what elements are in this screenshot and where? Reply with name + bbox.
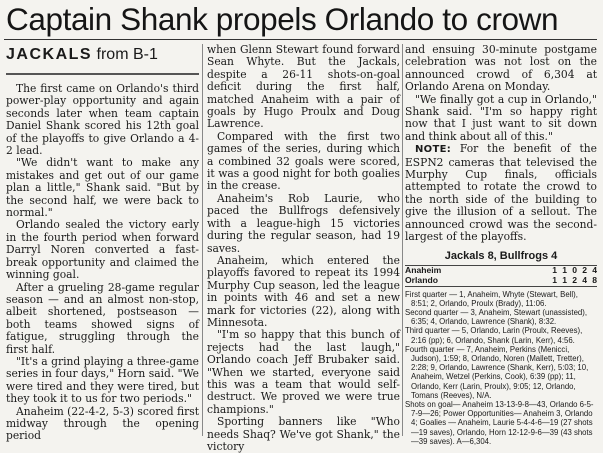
paragraph: and ensuing 30-minute postgame celebration was not lost on the announced crowd of 6,304 at Orlando Arena on Monday. <box>405 43 597 94</box>
column-2 <box>207 44 400 453</box>
kicker-team: JACKALS <box>6 46 93 63</box>
boxscore-rows <box>405 265 597 286</box>
total-score: 8 <box>592 274 597 285</box>
paragraph: Compared with the first two games of the series, during which a combined 32 goals were scored, it was a good night for both goalies in the crease. <box>207 129 400 193</box>
note-label: NOTE: <box>415 144 452 156</box>
period-score: 2 <box>572 274 577 285</box>
paragraph: when Glenn Stewart found forward Sean Whyte. But the Jackals, despite a 26-11 shots-on-goal deficit during the first half, matched Anaheim with a pair of goals by Hugo Proulx and Doug Lawrence. <box>207 43 400 131</box>
paragraph: Anaheim, which entered the playoffs favored to repeat its 1994 Murphy Cup season, led the league in points with 46 and set a new mark for victories (22), along with Minnesota. <box>207 253 400 329</box>
boxscore-title: Jackals 8, Bullfrogs 4 <box>444 249 558 262</box>
paragraph: "I'm so happy that this bunch of rejects had the last laugh," Orlando coach Jeff Brubaker said. "When we started, everyone said this was a team that would self-destruct. We proved we were true champions." <box>207 328 400 416</box>
kicker-rule <box>6 73 199 75</box>
boxscore-row <box>405 276 597 286</box>
scoring-summary-line: First quarter — 1, Anaheim, Whyte (Stewart, Bell), 8:51; 2, Orlando, Proulx (Brady), 11:06. <box>405 289 578 308</box>
column-1 <box>6 83 199 443</box>
boxscore-table <box>405 265 597 287</box>
period-score: 1 <box>552 264 557 275</box>
scoring-summary-line: Second quarter — 3, Anaheim, Stewart (unassisted), 6:35; 4, Orlando, Lawrence (Shank), 8:32. <box>405 307 588 327</box>
period-score: 1 <box>562 264 567 275</box>
period-score: 0 <box>572 264 577 275</box>
note-paragraph <box>405 143 597 243</box>
column-divider <box>402 44 403 436</box>
kicker-jump: from B-1 <box>96 46 158 63</box>
paragraph: Orlando sealed the victory early in the fourth period when forward Darryl Noren converted a fast-break opportunity and claimed the winning goal. <box>6 218 199 282</box>
period-score: 1 <box>552 274 557 285</box>
boxscore-summary <box>405 290 597 446</box>
scoring-summary-line: Third quarter — 5, Orlando, Larin (Proulx, Reeves), 2:16 (pp); 6, Orlando, Shank (Larin, Kerr), 4:56. <box>405 326 583 345</box>
note-text: For the benefit of the ESPN2 cameras that televised the Murphy Cup finals, officials attempted to rotate the crowd to the north side of the building to give the illusion of a sellout. The announced crowd was the second-largest of the playoffs. <box>405 142 597 244</box>
jump-kicker <box>6 45 201 65</box>
paragraph: The first came on Orlando's third power-play opportunity and again seconds later when team captain Daniel Shank scored his 12th goal of the playoffs to give Orlando a 4-2 lead. <box>6 82 199 158</box>
team-name: Anaheim <box>405 264 442 275</box>
team-name: Orlando <box>405 274 438 285</box>
paragraph: "It's a grind playing a three-game series in four days," Horn said. "We were tired and they were tired, but they took it to us for two periods." <box>6 354 199 406</box>
period-score: 4 <box>582 274 587 285</box>
total-score: 4 <box>592 264 597 275</box>
paragraph: Sporting banners like "Who needs Shaq? We've got Shank," the victory <box>207 415 400 453</box>
headline: Captain Shank propels Orlando to crown <box>6 1 559 37</box>
headline-rule <box>4 39 597 40</box>
paragraph: Anaheim (22-4-2, 5-3) scored first midway through the opening period <box>6 404 199 443</box>
paragraph: After a grueling 28-game regular season — and an almost non-stop, albeit shortened, postseason — both teams showed signs of fatigue, struggling through the first half. <box>6 280 199 356</box>
scoring-summary-line: Shots on goal— Anaheim 13-13-9-8—43, Orlando 6-5-7-9—26; Power Opportunities— Anaheim 3, Orlando 4; Goalies — Anaheim, Laurie 5-4-4-6—19 (27 shots—19 saves), Orlando, Horn 12-12-9-6—39 (43 shots—39 saves). A—6,304. <box>405 399 594 446</box>
period-score: 2 <box>582 264 587 275</box>
scoring-summary-line: Fourth quarter — 7, Anaheim, Perkins (Menicci, Judson), 1:59; 8, Orlando, Noren (Mallett, Tretter), 2:28; 9, Orlando, Lawrence (Shank, Kerr), 5:03; 10, Anaheim, Wetzel (Perkins, Cook), 6:39 (pp); 11, Orlando, Kerr (Larin, Proulx), 9:05; 12, Orlando, Tomans (Reeves), N/A. <box>405 344 589 400</box>
paragraph: "We finally got a cup in Orlando," Shank said. "I'm so happy right now that I just want to sit down and think about all of this." <box>405 92 597 143</box>
column-divider <box>202 44 203 436</box>
period-score: 1 <box>562 274 567 285</box>
paragraph: "We didn't want to make any mistakes and get out of our game plan a little," Shank said. "But by the second half, we were back to normal." <box>6 156 199 220</box>
column-3 <box>405 44 597 446</box>
paragraph: Anaheim's Rob Laurie, who paced the Bullfrogs defensively with a league-high 15 victories during the regular season, had 19 saves. <box>207 191 400 255</box>
